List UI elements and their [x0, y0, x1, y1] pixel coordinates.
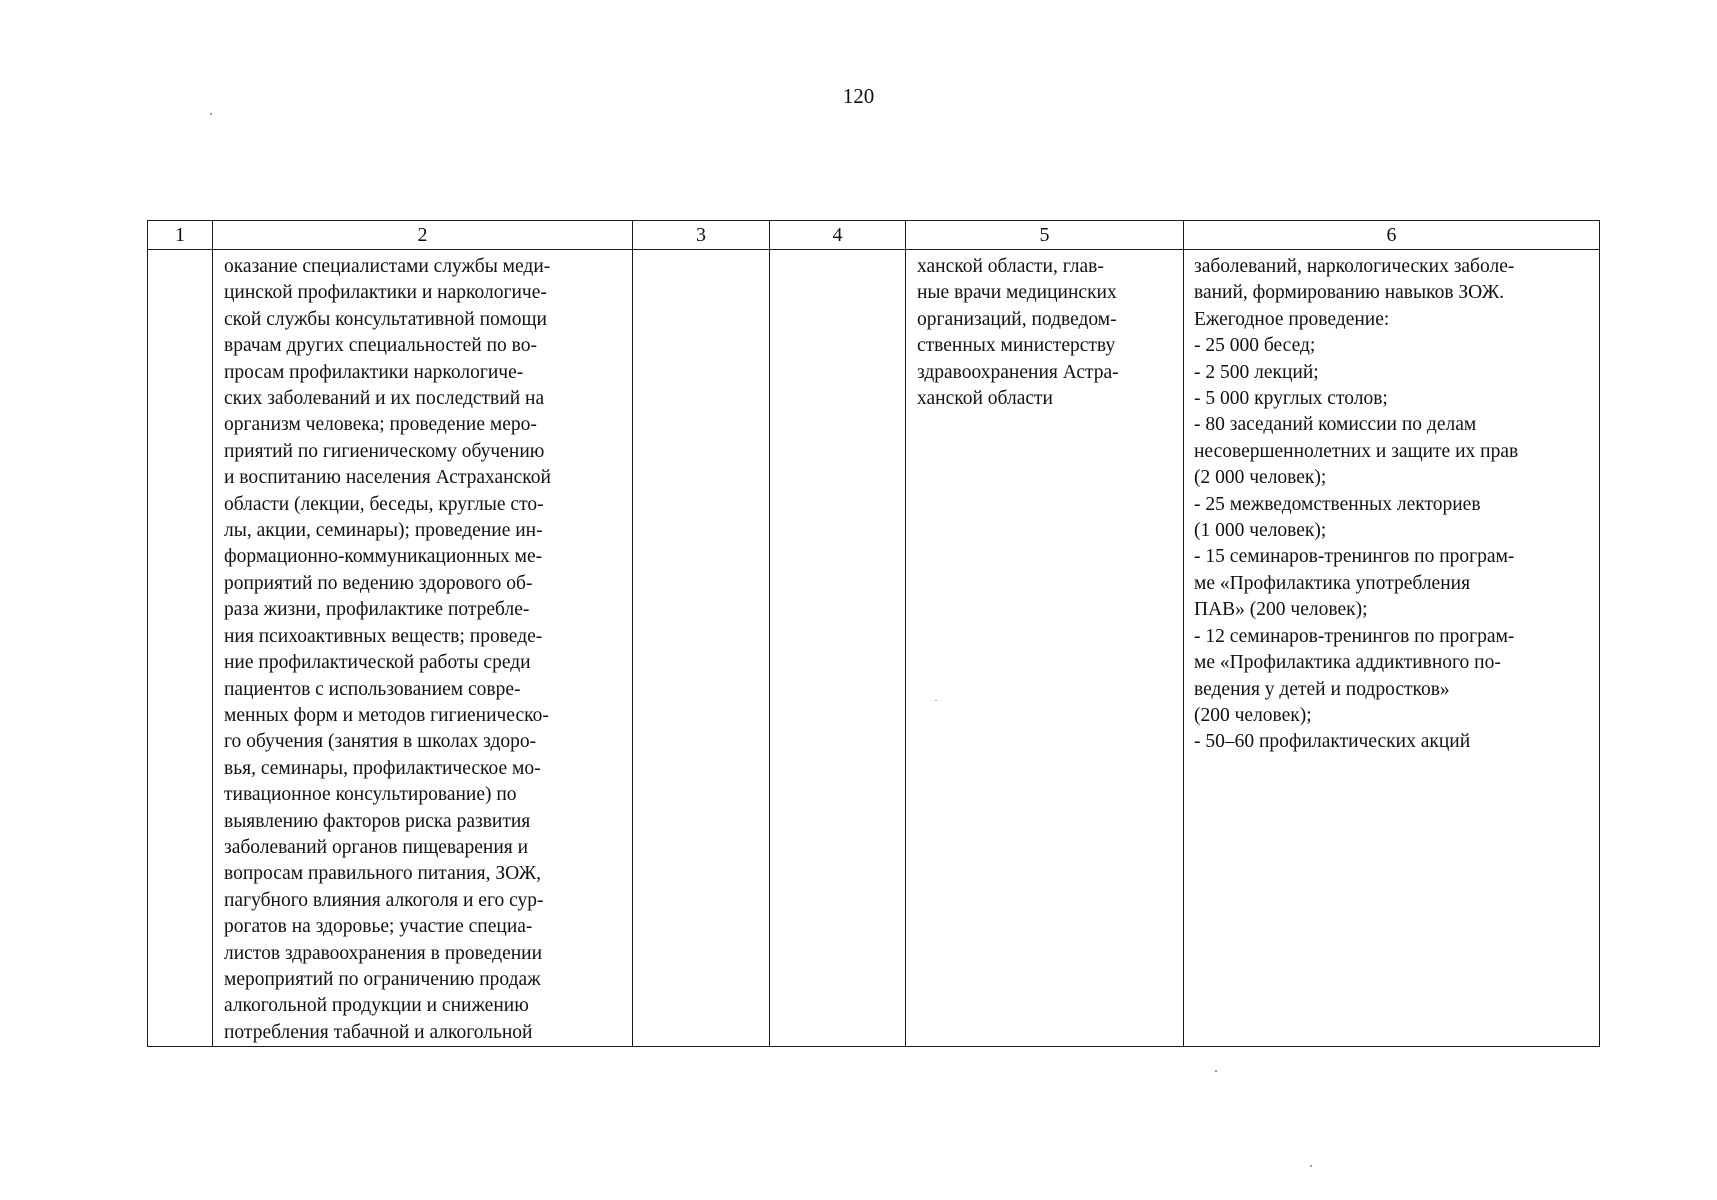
column-number: 3 — [633, 221, 770, 250]
text-line: (2 000 человек); — [1194, 467, 1327, 489]
text-line: приятий по гигиеническому обучению — [224, 440, 545, 462]
text-line: ской службы консультативной помощи — [224, 308, 547, 330]
column-number: 5 — [906, 221, 1184, 250]
text-line: мероприятий по ограничению продаж — [224, 968, 541, 990]
text-line: ме «Профилактика аддиктивного по- — [1194, 652, 1501, 674]
text-line: (1 000 человек); — [1194, 520, 1327, 542]
text-line: Ежегодное проведение: — [1194, 308, 1390, 330]
text-line: ме «Профилактика употребления — [1194, 572, 1471, 594]
cell-col6 — [1184, 250, 1600, 1047]
responsible-executors — [906, 250, 1183, 412]
cell-col4 — [770, 250, 906, 1047]
column-number: 2 — [213, 221, 633, 250]
text-line: ние профилактической работы среди — [224, 652, 531, 674]
text-line: оказание специалистами службы меди- — [224, 256, 551, 277]
text-line: ведения у детей и подростков» — [1194, 678, 1450, 700]
text-line: врачам других специальностей по во- — [224, 335, 537, 357]
text-line: - 25 межведомственных лекториев — [1194, 493, 1481, 515]
cell-col2 — [213, 250, 633, 1047]
text-line: и воспитанию населения Астраханской — [224, 467, 551, 489]
text-line: роприятий по ведению здорового об- — [224, 572, 533, 594]
text-line: - 5 000 круглых столов; — [1194, 388, 1388, 410]
text-line: - 2 500 лекций; — [1194, 361, 1319, 383]
text-line: заболеваний органов пищеварения и — [224, 836, 529, 858]
column-number: 4 — [770, 221, 906, 250]
scan-speck — [1215, 1070, 1217, 1072]
cell-col3 — [633, 250, 770, 1047]
text-line: - 25 000 бесед; — [1194, 335, 1316, 357]
text-line: формационно-коммуникационных ме- — [224, 546, 543, 568]
text-line: рогатов на здоровье; участие специа- — [224, 916, 533, 938]
text-line: ханской области, глав- — [917, 256, 1104, 277]
column-number: 6 — [1184, 221, 1600, 250]
text-line: (200 человек); — [1194, 704, 1312, 726]
page-number: 120 — [842, 84, 875, 108]
cell-col1 — [148, 250, 213, 1047]
text-line: го обучения (занятия в школах здоро- — [224, 731, 537, 753]
text-line: - 80 заседаний комиссии по делам — [1194, 414, 1477, 436]
text-line: ные врачи медицинских — [917, 282, 1117, 304]
text-line: ских заболеваний и их последствий на — [224, 388, 545, 410]
text-line: ПАВ» (200 человек); — [1194, 599, 1368, 621]
table-row — [148, 250, 1600, 1047]
scan-speck — [1310, 1165, 1312, 1167]
main-table — [147, 220, 1600, 1047]
text-line: раза жизни, профилактике потребле- — [224, 599, 530, 621]
cell-col5 — [906, 250, 1184, 1047]
text-line: пациентов с использованием совре- — [224, 678, 521, 700]
text-line: организм человека; проведение меро- — [224, 414, 537, 436]
text-line: потребления табачной и алкогольной — [224, 1021, 533, 1043]
text-line: несовершеннолетних и защите их прав — [1194, 440, 1519, 462]
text-line: лы, акции, семинары); проведение ин- — [224, 520, 543, 542]
text-line: ханской области — [917, 388, 1053, 410]
text-line: - 15 семинаров-тренингов по програм- — [1194, 546, 1515, 568]
text-line: ваний, формированию навыков ЗОЖ. — [1194, 282, 1505, 304]
text-line: вопросам правильного питания, ЗОЖ, — [224, 863, 542, 885]
text-line: тивационное консультирование) по — [224, 784, 517, 806]
text-line: ственных министерству — [917, 335, 1116, 357]
text-line: менных форм и методов гигиеническо- — [224, 704, 549, 726]
text-line: ния психоактивных веществ; проведе- — [224, 625, 543, 647]
column-number-row — [148, 221, 1600, 250]
text-line: вья, семинары, профилактическое мо- — [224, 757, 541, 779]
text-line: выявлению факторов риска развития — [224, 810, 531, 832]
expected-results — [1184, 250, 1599, 756]
column-number: 1 — [148, 221, 213, 250]
text-line: просам профилактики наркологиче- — [224, 361, 524, 383]
activity-description — [213, 250, 632, 1046]
text-line: листов здравоохранения в проведении — [224, 942, 543, 964]
text-line: заболеваний, наркологических заболе- — [1194, 256, 1515, 277]
scan-speck — [210, 113, 212, 115]
text-line: пагубного влияния алкоголя и его сур- — [224, 889, 544, 911]
text-line: области (лекции, беседы, круглые сто- — [224, 493, 544, 515]
text-line: цинской профилактики и наркологиче- — [224, 282, 547, 304]
text-line: алкогольной продукции и снижению — [224, 995, 529, 1017]
text-line: - 50–60 профилактических акций — [1194, 731, 1471, 753]
text-line: организаций, подведом- — [917, 308, 1117, 330]
text-line: - 12 семинаров-тренингов по програм- — [1194, 625, 1515, 647]
text-line: здравоохранения Астра- — [917, 361, 1119, 383]
